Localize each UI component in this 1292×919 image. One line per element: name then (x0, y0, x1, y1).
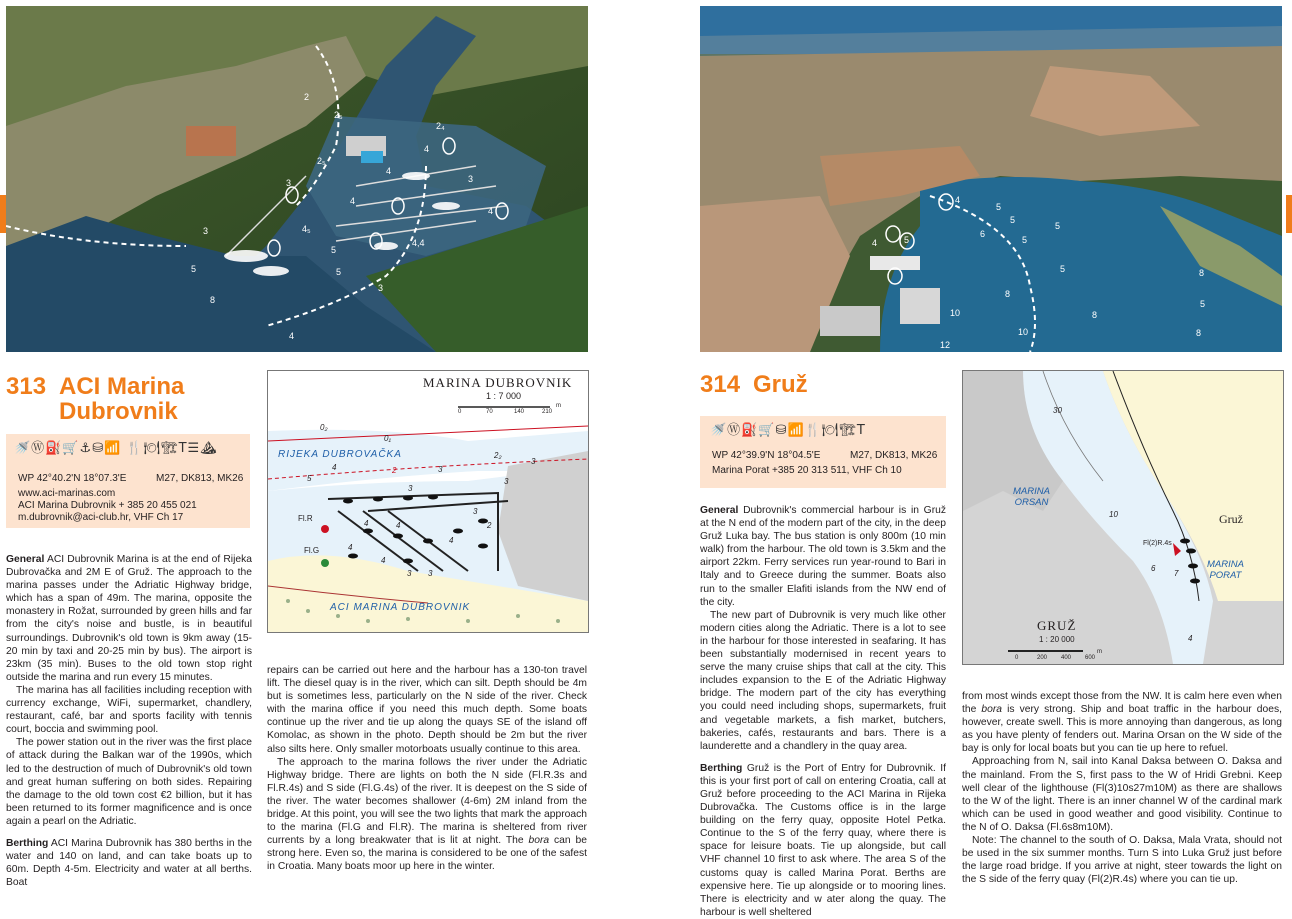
chart-scale: 1 : 20 000 (1039, 635, 1075, 644)
chart-river-label: RIJEKA DUBROVAČKA (278, 449, 402, 460)
chart-depth: 3 (408, 484, 413, 493)
photo-depth: 4 (488, 206, 494, 216)
scale-tick: 140 (514, 409, 525, 415)
chart-depth: 3 (428, 569, 433, 578)
chart-depths (268, 371, 588, 632)
chart-title: GRUŽ (1037, 618, 1077, 633)
photo-depth: 4 (386, 166, 392, 176)
photo-depth: 2 (304, 92, 310, 102)
chart-title: MARINA DUBROVNIK (423, 375, 573, 390)
text-column-gruz-1 (700, 504, 946, 919)
photo-depth: 5 (1060, 264, 1066, 274)
paragraph-approach-end: can be strong here. Even so, the marina is considered to be one of the safest in Croatia. Many boats moor up here in the winter. (267, 835, 587, 873)
photo-depth: 8 (1005, 289, 1011, 299)
scale-tick: 400 (1061, 655, 1072, 661)
chart-marina-label: ACI MARINA DUBROVNIK (330, 602, 471, 613)
page-edge-tab-right (1286, 195, 1292, 233)
photo-depth: 8 (1199, 268, 1205, 278)
paragraph-approach: Approaching from N, sail into Kanal Daksa between O. Daksa and the mainland. From the S, first pass to the W of Hridi Grebni. Keep well clear of the lighthouse (Fl(3)10s27m10M) as there are shallows to the W of the light. There is an inner channel W of the cardinal mark which can be used in good weather and good visibility. Continue to the N of O. Daksa (Fl.6s8m10M). (962, 756, 1282, 833)
text-column-aci-1 (6, 553, 252, 889)
photo-depth: 5 (191, 264, 197, 274)
chart-depth: 7 (1174, 569, 1179, 578)
facility-icons: 🚿Ⓦ⛽🛒⛁📶🍴🍽🏗T (710, 423, 866, 438)
phone: ACI Marina Dubrovnik + 385 20 455 021 (18, 500, 197, 511)
photo-depth: 5 (996, 202, 1002, 212)
photo-depth: 2₄ (436, 121, 445, 131)
section-lead-general: General (6, 554, 45, 565)
scale-tick: 0 (458, 409, 462, 415)
chart-refs: M27, DK813, MK26 (156, 473, 244, 484)
scale-unit: m (556, 403, 561, 409)
photo-depth: 6 (980, 229, 986, 239)
text-column-gruz-2 (962, 690, 1282, 886)
section-lead-berthing: Berthing (700, 762, 743, 774)
photo-depth: 3 (468, 174, 474, 184)
chart-depth: 6 (1151, 564, 1156, 573)
chart-depth: 2₂ (494, 451, 502, 460)
photo-depth: 4,4 (412, 238, 425, 248)
chart-depth: 4 (1188, 634, 1193, 643)
photo-depth-labels (6, 6, 588, 352)
label-marina-orsan: MARINA ORSAN (1013, 486, 1050, 508)
chart-depth: 4 (348, 543, 353, 552)
chart-depth: 0₂ (320, 423, 328, 432)
chart-marina-dubrovnik (267, 370, 589, 633)
chart-refs: M27, DK813, MK26 (850, 450, 938, 461)
photo-depth: 3 (378, 283, 384, 293)
chart-depth: 4 (381, 556, 386, 565)
paragraph-note: Note: The channel to the south of O. Daksa, Mala Vrata, should not be used in the six summer months. Turn S into Luka Gruž just before the large road bridge. If you arrive at night, steer towards the light on the S side of the ferry quay (Fl(2)R.4s) where you can tie up. (962, 835, 1282, 886)
chart-depth: 4 (332, 463, 337, 472)
photo-depth: 4 (289, 331, 295, 341)
info-box-gruz (700, 416, 946, 488)
chart-depth: 30 (1053, 406, 1062, 415)
chart-depth: 10 (1109, 510, 1118, 519)
photo-depth: 4 (424, 144, 430, 154)
chart-depth: 0₁ (384, 434, 391, 443)
waypoint: WP 42°39.9'N 18°04.5'E (712, 450, 821, 461)
term-bora: bora (981, 704, 1002, 716)
photo-depth: 5 (1010, 215, 1016, 225)
chart-scale: 1 : 7 000 (486, 391, 522, 401)
scale-tick: 600 (1085, 655, 1096, 661)
label-marina-porat: MARINA PORAT (1207, 559, 1244, 581)
chart-depth: 3 (504, 477, 509, 486)
aerial-photo-aci-marina (6, 6, 588, 352)
chart-depth: 2 (392, 466, 397, 475)
paragraph-history: The power station out in the river was the first place of attack during the Balkan war of the 1990s, which led to the destruction of much of Dubrovnik's old town and great human suffering on both sides. Repairing the damage to the old town cost €2 billion, but it has been returned to its former magnificence and is once again a pearl on the Adriatic. (6, 737, 252, 827)
chart-depths-gruz (963, 371, 1283, 664)
entry-number-313: 313 (6, 373, 47, 400)
photo-depth: 2₅ (317, 156, 326, 166)
chart-depth: 4 (364, 519, 369, 528)
chart-depth: 3 (473, 507, 478, 516)
waypoint: WP 42°40.2'N 18°07.3'E (18, 473, 127, 484)
paragraph-berthing: ACI Marina Dubrovnik has 380 berths in the water and 140 on land, and can take boats up to 60m. Depth 4-5m. Electricity and water at all berths. Boat (6, 837, 252, 889)
photo-depth: 5 (1200, 299, 1206, 309)
entry-title-aci-marina: ACI Marina Dubrovnik (59, 373, 185, 425)
term-bora: bora (528, 835, 550, 847)
light-label-flr: Fl.R (298, 514, 313, 523)
section-lead-berthing: Berthing (6, 837, 49, 849)
light-label-flg: Fl.G (304, 546, 320, 555)
photo-depth: 3 (286, 178, 292, 188)
photo-depth: 8 (210, 295, 216, 305)
chart-depth: 5 (307, 474, 312, 483)
photo-depth: 5 (904, 235, 910, 245)
photo-depth: 10 (950, 308, 961, 318)
chart-gruz (962, 370, 1284, 665)
photo-depth-labels-gruz (700, 6, 1282, 352)
photo-depth: 3 (203, 226, 209, 236)
photo-depth: 8 (1196, 328, 1202, 338)
chart-depth: 4 (396, 521, 401, 530)
photo-depth: 4 (955, 195, 961, 205)
facility-icons: 🚿Ⓦ⛽🛒⚓⛁📶 🍴🍽🏗T☰⛰ (14, 441, 218, 456)
photo-depth: 4 (350, 196, 356, 206)
light-label: Fl(2)R.4s (1143, 540, 1172, 547)
contact: Marina Porat +385 20 313 511, VHF Ch 10 (712, 465, 902, 476)
text-column-aci-2 (267, 664, 587, 874)
photo-depth: 2₅ (334, 110, 343, 120)
section-lead-general: General (700, 505, 739, 516)
photo-depth: 4₅ (302, 224, 311, 234)
scale-tick: 210 (542, 409, 553, 415)
paragraph-repairs: repairs can be carried out here and the harbour has a 130-ton travel lift. The diesel quay is in the river, which can silt. Depth should be 4m but is sometimes less, particularly on the N side of the river. Check with the marina office if you need this much depth. Some boats continue up the river and tie up along the quays SE of the island off Komolac, as shown in the photo. Depth should be 2m but the river also silts here. Only smaller motorboats usually continue to this area. (267, 665, 587, 755)
paragraph-berthing: Gruž is the Port of Entry for Dubrovnik. If this is your first port of call on entering Croatia, call at Gruž before proceeding to the ACI Marina in Rijeka Dubrovačka. The Customs office is in the large building on the ferry quay, opposite Hotel Petka. Continue to the S of the ferry quay, where there is space for leisure boats. Tie up alongside, but call VHF channel 10 first to ask where. The area S of the customs quay is called Marina Porat. Berths are expensive here. Tie up alongside or to mooring lines. There is electricity and w ater along the quay. The harbour is well sheltered (700, 762, 946, 918)
chart-depth: 3 (531, 457, 536, 466)
chart-depth: 2 (487, 521, 492, 530)
scale-tick: 70 (486, 409, 493, 415)
photo-depth: 5 (1055, 221, 1061, 231)
paragraph-shelter: from most winds except those from the NW. It is calm here even when the (962, 691, 1282, 716)
scale-tick: 200 (1037, 655, 1048, 661)
photo-depth: 4 (872, 238, 878, 248)
chart-depth: 3 (438, 465, 443, 474)
label-town-gruz: Gruž (1219, 512, 1243, 526)
entry-title-gruz: Gruž (753, 371, 808, 398)
paragraph-approach: The approach to the marina follows the river under the Adriatic Highway bridge. There are lights on both the N side (Fl.R.3s and Fl.R.4s) and S side (Fl.G.4s) of the river. It is deepest on the S side of the river. The water becomes shallower (4-6m) 2M inland from the bridge. At this point, you will see the two lights that mark the approach to the marina (Fl.G and Fl.R). The marina is sheltered from river currents by a long breakwater that is lit at night. The (267, 756, 587, 847)
photo-depth: 5 (331, 245, 337, 255)
photo-depth: 5 (1022, 235, 1028, 245)
chart-depth: 4 (449, 536, 454, 545)
entry-number-314: 314 (700, 371, 741, 398)
info-box-aci-marina (6, 434, 250, 528)
website: www.aci-marinas.com (18, 488, 116, 499)
scale-unit: m (1097, 649, 1102, 655)
chart-depth: 3 (407, 569, 412, 578)
paragraph-facilities: The marina has all facilities including reception with currency exchange, WiFi, supermarket, chandlery, restaurant, café, bar and sports facility with tennis court, boccia and swimming pool. (6, 684, 252, 736)
photo-depth: 5 (336, 267, 342, 277)
aerial-photo-gruz (700, 6, 1282, 352)
email: m.dubrovnik@aci-club.hr, VHF Ch 17 (18, 512, 184, 523)
paragraph-general: Dubrovnik's commercial harbour is in Gruž at the N end of the modern part of the city, in the deep Gruž Luka bay. The bus station is only 800m (10 min walk) from the harbour. The old town is 3.5km and the airport 22km. Ferry services run year-round to Bari in Italy and to Greece during the summer. Boats also run to the smaller Elafiti islands from the NW end of the city. (700, 505, 946, 608)
photo-depth: 12 (940, 340, 951, 350)
photo-depth: 8 (1092, 310, 1098, 320)
paragraph-new-part: The new part of Dubrovnik is very much like other modern cities along the Adriatic. There is a lot to see in the harbour for those interested in seafaring. It has been substantially modernised in recent years to serve the many cruise ships that call at the city. This includes expansion to the E of the Adriatic Highway bridge. The modern part of the city has everything you could need including shops, supermarkets, fruit and vegetable markets, a fish market, butchers, bakeries, cafés, restaurants and bars. There is a launderette and a chandlery in the quay area. (700, 609, 946, 752)
photo-depth: 10 (1018, 327, 1029, 337)
paragraph-general: ACI Dubrovnik Marina is at the end of Rijeka Dubrovačka and 2M E of Gruž. The approach to the marina passes under the Adriatic Highway bridge, which has a span of 49m. The marina, opposite the monastery in Rožat, surrounded by green hills and far from the city's noise and bustle, is in beautiful surroundings. Dubrovnik's old town is 9km away (15-20 min by taxi and 20-25 min by bus). The airport is 23km (35 min). Buses to the old town stop right outside the marina and run every 15 minutes. (6, 554, 252, 683)
scale-tick: 0 (1015, 655, 1019, 661)
paragraph-shelter-end: is very strong. Ship and boat traffic in the harbour does, however, create swell. This is more annoying than dangerous, as long as you have plenty of fenders out. Marina Orsan on the W side of the bay is only for local boats but you can tie up here to refuel. (962, 704, 1282, 755)
